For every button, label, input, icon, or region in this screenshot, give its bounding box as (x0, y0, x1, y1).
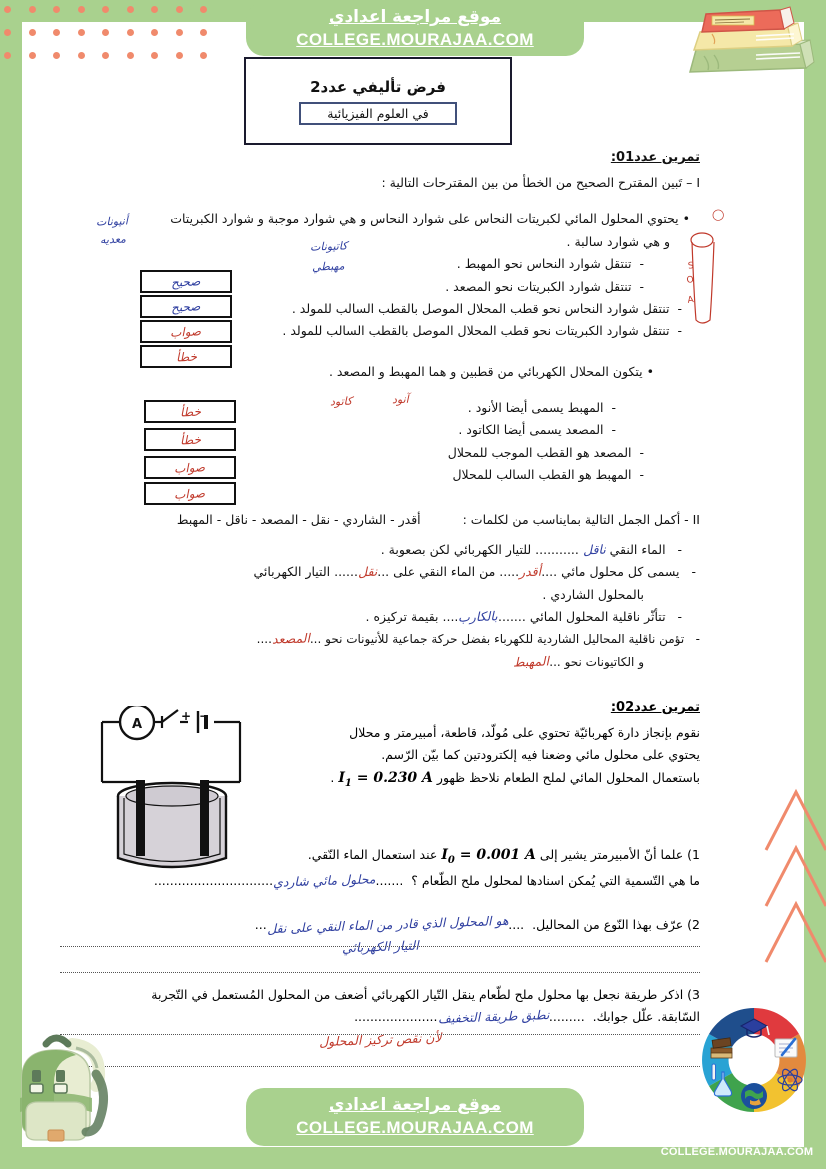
electrode-left (136, 780, 145, 856)
svg-text:A: A (686, 295, 695, 306)
decorative-dot (151, 6, 158, 13)
exercise1-bullet1: • يحتوي المحلول المائي لكبريتات النحاس على شوارد النحاس و هي شوارد موجبة و شوارد الكبريتات (60, 209, 690, 228)
fill-item-1: - يسمى كل محلول مائي ....أقدر..... من الماء النقي على ...نقل...... التيار الكهربائي (60, 562, 696, 581)
statement-text: تنتقل شوارد النحاس نحو المهبط . (456, 256, 632, 272)
decorative-dot (4, 29, 11, 36)
book-stack-illustration (676, 0, 826, 108)
exercise1-b2-item-1: - المصعد يسمى أيضا الكاتود . (458, 422, 616, 438)
site-name-arabic-footer: موقع مراجعة اعدادي (328, 1095, 502, 1116)
exercise1-part2-line (60, 510, 700, 529)
exercise1-part2-intro: II - أكمل الجمل التالية بمايناسب من لكلمات : (462, 511, 700, 527)
question-2-line2 (60, 937, 700, 956)
handwritten-answer: المصعد (271, 630, 311, 648)
answer-box-8[interactable]: صواب (144, 482, 236, 505)
fill-after: للتيار الكهربائي لكن بصعوبة . (380, 541, 532, 557)
decorative-dot (176, 52, 183, 59)
statement-text: المهبط هو القطب السالب للمحلال (452, 467, 632, 483)
fill-after: التيار الكهربائي (253, 564, 331, 580)
svg-text:O: O (686, 275, 695, 286)
statement-text: تنتقل شوارد النحاس نحو قطب المحلال الموصل بالقطب السالب للمولد . (291, 300, 670, 316)
decorative-chevrons (762, 788, 826, 988)
statement-text: تنتقل شوارد الكبريتات نحو المصعد . (445, 278, 632, 294)
handwritten-answer: محلول مائي شاردي (272, 871, 376, 891)
exercise1-b2-item-2: - المصعد هو القطب الموجب للمحلال (447, 444, 644, 460)
exercise2-intro-2: يحتوي على محلول مائي وضعنا فيه إلكترودتين كما بيّن الرّسم. (381, 747, 700, 763)
answer-box-4[interactable]: خطأ (140, 345, 232, 368)
answer-rule-2 (60, 972, 700, 973)
question-3-line3 (60, 1030, 700, 1049)
decorative-dot (4, 6, 11, 13)
handwritten-answer: نطبق طريقة التخفيف (437, 1007, 550, 1027)
question-3-line1: 3) اذكر طريقة نجعل بها محلول ملح لطّعام ينقل التّيار الكهربائي أضعف من المحلول المُستعمل في التّجربة (151, 987, 700, 1002)
handwritten-answer: أقدر (518, 563, 542, 580)
exercise1-b1-item-0: - تنتقل شوارد النحاس نحو المهبط . (456, 256, 644, 272)
exercise2-heading: تمرين عدد02: (610, 700, 700, 715)
header-banner (246, 2, 584, 56)
margin-note-cathode: مهبطي (311, 259, 345, 274)
q3-text: السّابقة. علّل جوابك. (592, 1009, 700, 1025)
exercise1-bullet1-line2: و هي شوارد سالبة . (566, 233, 670, 249)
decorative-dot (78, 29, 85, 36)
exam-subject: في العلوم الفيزيائية (327, 105, 429, 121)
exercise1-part1-intro: I – تَبين المقترح الصحيح من الخطأ من بين المقترحات التالية : (381, 175, 700, 190)
statement-text: المهبط يسمى أيضا الأنود . (467, 400, 604, 415)
margin-beaker-sketch (672, 228, 732, 348)
decorative-dot (53, 29, 60, 36)
question-2-line1: 2) عرّف بهذا النّوع من المحاليل. ....هو المحلول الذي قادر من الماء النقي على نقل... (60, 915, 700, 934)
exercise1-heading: تمرين عدد01: (610, 150, 700, 165)
answer-rule-1 (60, 946, 700, 947)
decorative-dot (151, 29, 158, 36)
decorative-dot (53, 52, 60, 59)
battery-symbol (181, 709, 209, 733)
fill-before: يسمى كل محلول مائي (561, 564, 680, 580)
beaker (118, 783, 226, 867)
handwritten-answer: نقل (357, 563, 378, 580)
answer-box-7[interactable]: صواب (144, 456, 236, 479)
handwritten-answer: هو المحلول الذي قادر من الماء النقي على نقل (266, 912, 509, 937)
fill-item-1-line2: بالمحلول الشاردي . (542, 586, 644, 602)
svg-text:S: S (687, 261, 695, 272)
margin-note-anode2: آنود (391, 392, 409, 407)
word-bank: أقدر - الشاردي - نقل - المصعد - ناقل - المهبط (176, 511, 421, 527)
decorative-dot (29, 52, 36, 59)
decorative-dot (200, 52, 207, 59)
q2-question-text: 2) عرّف بهذا النّوع من المحاليل. (532, 917, 700, 932)
circuit-diagram (88, 706, 254, 876)
fill-item-3: - تؤمن ناقلية المحاليل الشاردية للكهرباء بفضل حركة جماعية للأنيونات نحو ...المصعد.... (60, 629, 700, 649)
exam-subject-box (299, 102, 457, 125)
exercise1-b1-item-2: - تنتقل شوارد النحاس نحو قطب المحلال الموصل بالقطب السالب للمولد . (291, 300, 682, 316)
decorative-dot (151, 52, 158, 59)
answer-box-1[interactable]: صحيح (140, 270, 232, 293)
decorative-dot (29, 6, 36, 13)
question-3-line2: السّابقة. علّل جوابك. .........نطبق طريقة التخفيف..................... (60, 1007, 700, 1026)
site-url-footer: COLLEGE.MOURAJAA.COM (296, 1117, 534, 1137)
decorative-dot (127, 52, 134, 59)
watermark-url: COLLEGE.MOURAJAA.COM (660, 1146, 814, 1158)
decorative-dot-grid (0, 0, 250, 60)
question-2 (60, 912, 700, 960)
decorative-dot (53, 6, 60, 13)
switch-symbol (162, 710, 178, 728)
fill-before: تتأثّر ناقلية المحلول المائي (529, 609, 666, 624)
exercise1-b1-item-3: - تنتقل شوارد الكبريتات نحو قطب المحلال الموصل بالقطب السالب للمولد . (282, 323, 682, 339)
decorative-dot (78, 6, 85, 13)
handwritten-answer: ناقل (582, 541, 606, 558)
statement-text: المصعد هو القطب الموجب للمحلال (447, 444, 632, 460)
decorative-dot (200, 29, 207, 36)
statement-text: المصعد يسمى أيضا الكاتود . (458, 422, 604, 438)
decorative-dot (29, 29, 36, 36)
footer-banner (246, 1088, 584, 1146)
q1-text-before: 1) علما أنّ الأمبيرمتر يشير إلى (539, 847, 700, 862)
decorative-dot (102, 29, 109, 36)
decorative-dot (78, 52, 85, 59)
handwritten-answer: لأن نقص تركيز المحلول (318, 1029, 442, 1049)
answer-box-2[interactable]: صحيح (140, 295, 232, 318)
exercise2-intro-1: نقوم بإنجاز دارة كهربائيّة تحتوي على مُولّد، قاطعة، أمبيرمتر و محلال (349, 725, 700, 740)
fill-after: بقيمة تركيزه . (365, 609, 439, 624)
exercise1-b2-item-3: - المهبط هو القطب السالب للمحلال (452, 467, 644, 483)
question-1-line2: ما هي التّسمية التي يُمكن اسنادها لمحلول ملح الطّعام ؟ .......محلول مائي شاردي.............................. (60, 871, 700, 890)
site-name-arabic: موقع مراجعة اعدادي (328, 7, 502, 28)
decorative-dot (4, 52, 11, 59)
margin-circle-mark: ◯ (711, 207, 725, 222)
current-0-formula: $I_0 = 0.001$ A (441, 847, 536, 866)
margin-note-cathode2: كاتود (329, 394, 353, 409)
exercise2-intro-3-text: باستعمال المحلول المائي لملح الطعام نلاحظ ظهور (436, 769, 700, 785)
statement-text: تنتقل شوارد الكبريتات نحو قطب المحلال الموصل بالقطب السالب للمولد . (282, 323, 670, 339)
exam-title: فرض تأليفي عدد2 (310, 77, 446, 96)
handwritten-answer: المهبط (513, 653, 550, 670)
margin-note-cations: كاتيونات (309, 239, 348, 254)
handwritten-answer: بالكارب (458, 608, 499, 625)
exercise1-bullet2: • يتكون المحلال الكهربائي من قطبين و هما المهبط و المصعد . (60, 362, 654, 381)
q1-text-after: عند استعمال الماء النّقي. (307, 847, 438, 862)
decorative-dot (127, 6, 134, 13)
exam-title-box (244, 57, 512, 145)
decorative-dot (127, 29, 134, 36)
education-donut-illustration (688, 996, 826, 1126)
fill-item-0: - الماء النقي ناقل ........... للتيار الكهربائي لكن بصعوبة . (60, 540, 682, 559)
decorative-dot (176, 6, 183, 13)
current-1-formula: $I_1 = 0.230$ A (338, 769, 433, 789)
site-url: COLLEGE.MOURAJAA.COM (296, 29, 534, 49)
backpack-illustration (4, 1018, 128, 1154)
fill-before: تؤمن ناقلية المحاليل الشاردية للكهرباء بفضل حركة جماعية للأنيونات نحو (325, 632, 685, 647)
ammeter-label: A (131, 717, 143, 732)
decorative-dot (102, 6, 109, 13)
electrode-right (200, 780, 209, 856)
answer-box-3[interactable]: صواب (140, 320, 232, 343)
svg-text:−: − (198, 709, 209, 723)
q1-question-text: ما هي التّسمية التي يُمكن اسنادها لمحلول ملح الطّعام ؟ (411, 873, 700, 889)
fill-item-2: - تتأثّر ناقلية المحلول المائي .......بالكارب.... بقيمة تركيزه . (60, 607, 682, 626)
fill-before: و الكاتيونات نحو (564, 654, 644, 669)
decorative-dot (200, 6, 207, 13)
svg-text:+: + (180, 709, 191, 723)
fill-before: الماء النقي (609, 541, 666, 557)
fill-item-3-line2: و الكاتيونات نحو ...المهبط (60, 652, 644, 672)
margin-note-anions: أنيونات (95, 214, 129, 229)
answer-rule-3 (60, 1034, 700, 1035)
exercise2-intro-3: باستعمال المحلول المائي لملح الطعام نلاحظ ظهور $I_1 = 0.230$ A . (60, 768, 700, 791)
answer-rule-4 (60, 1066, 700, 1067)
answer-box-6[interactable]: خطأ (144, 428, 236, 451)
fill-middle: من الماء النقي على (393, 564, 496, 580)
question-3 (60, 985, 700, 1052)
decorative-dot (176, 29, 183, 36)
handwritten-answer: التيار الكهربائي (341, 938, 419, 956)
exercise1-b1-item-1: - تنتقل شوارد الكبريتات نحو المصعد . (445, 278, 644, 294)
exercise1-b2-item-0: - المهبط يسمى أيضا الأنود . (467, 400, 616, 415)
answer-box-5[interactable]: خطأ (144, 400, 236, 423)
decorative-dot (102, 52, 109, 59)
margin-note-anode: معديه (99, 232, 127, 247)
